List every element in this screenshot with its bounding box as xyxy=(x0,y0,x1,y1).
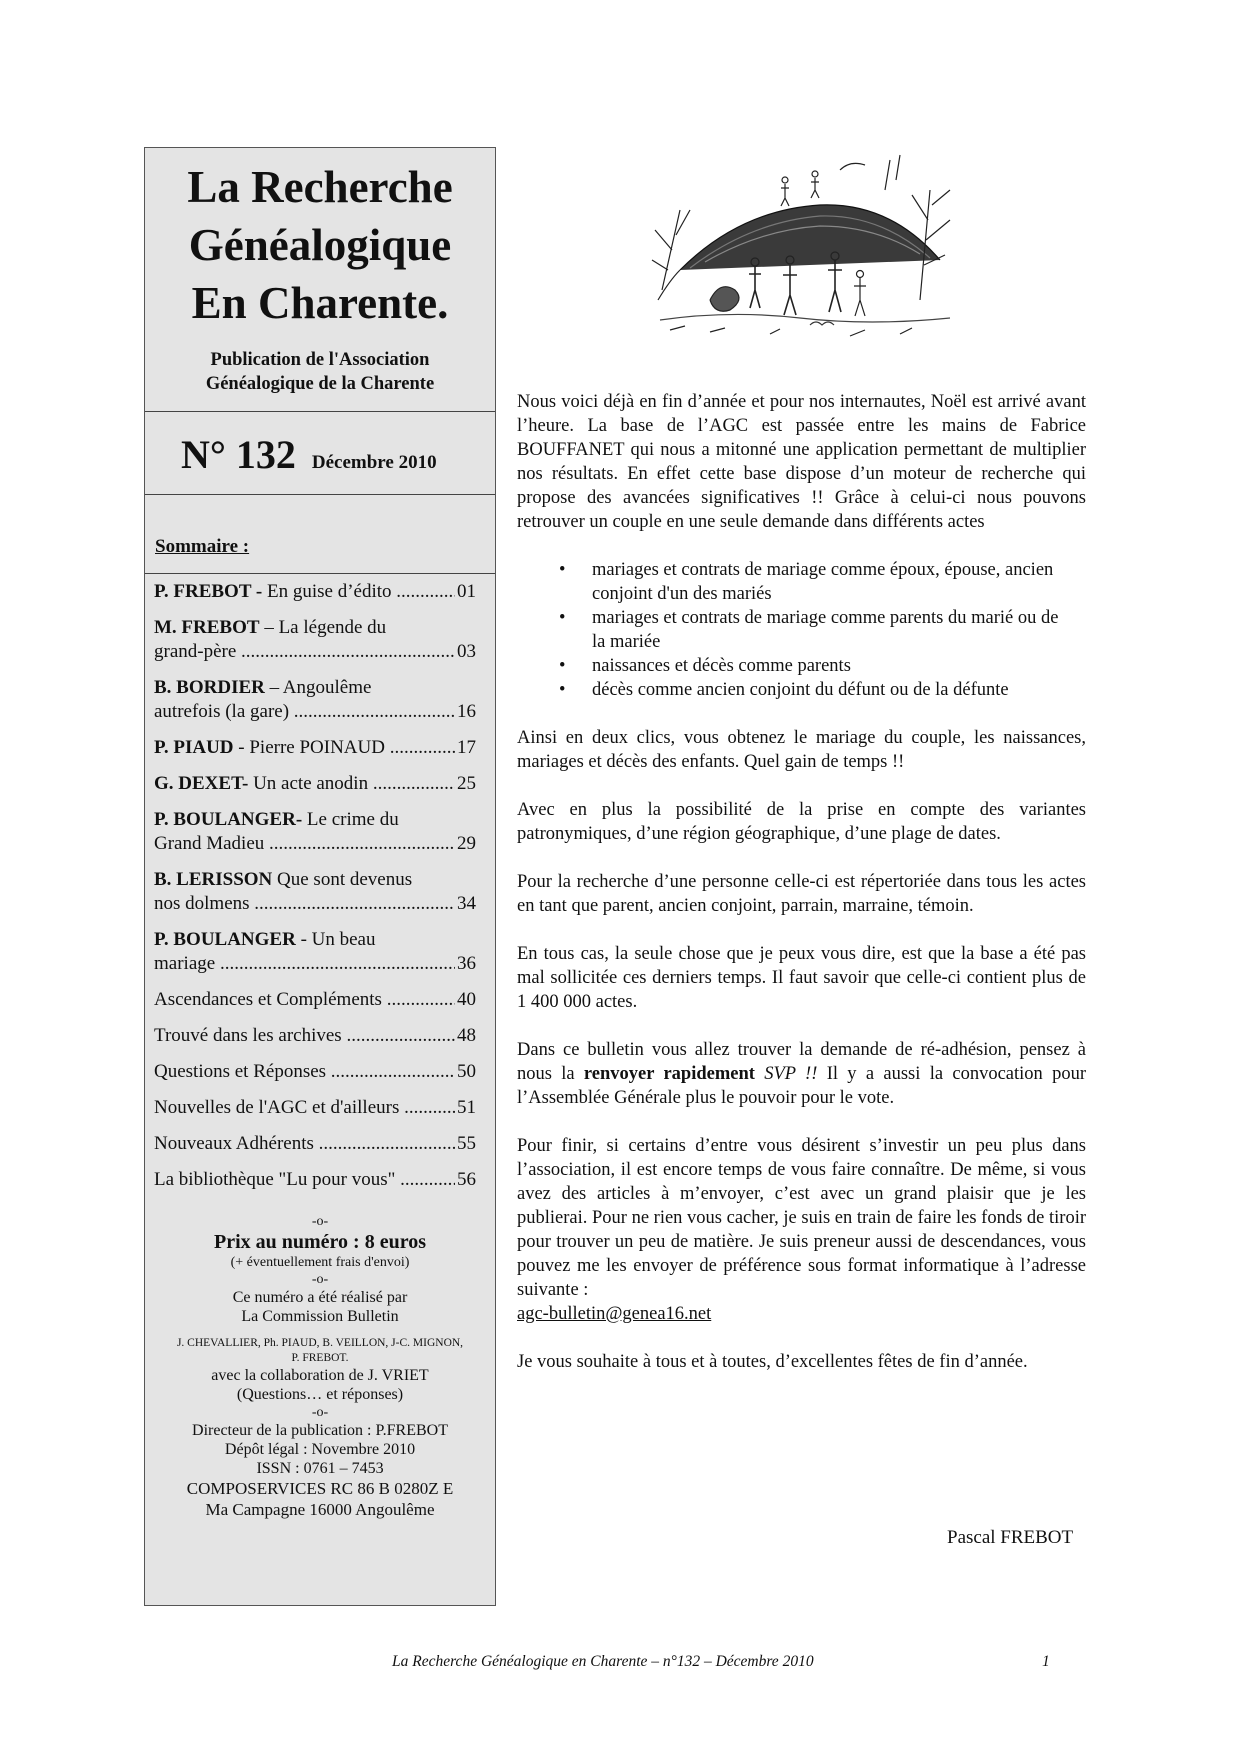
credits-line: Ce numéro a été réalisé par xyxy=(232,1289,408,1306)
toc-item[interactable] xyxy=(154,580,476,604)
feature-list xyxy=(517,558,1086,702)
title-line: La Recherche xyxy=(187,162,453,212)
toc-page: 50 xyxy=(457,1061,476,1082)
toc-title: Questions et Réponses ..... xyxy=(154,1060,455,1084)
toc-author: B. LERISSON xyxy=(154,869,273,890)
title-line: En Charente. xyxy=(191,278,449,328)
toc-item[interactable]: M. FREBOT – La légende du grand-père ..... 03 xyxy=(154,616,476,664)
email-link[interactable]: agc-bulletin@genea16.net xyxy=(517,1304,712,1324)
page-number: 1 xyxy=(1042,1653,1050,1670)
toc-page: 36 xyxy=(457,953,476,974)
toc-author: P. FREBOT - xyxy=(154,581,263,602)
list-item: • mariages et contrats de mariage comme époux, épouse, ancien conjoint d'un des mariés xyxy=(592,558,1086,606)
toc-page: 16 xyxy=(457,701,476,722)
toc-author: P. PIAUD xyxy=(154,737,234,758)
list-item: • mariages et contrats de mariage comme parents du marié ou de la mariée xyxy=(592,606,1086,654)
text-span: Dans ce bulletin vous allez trouver la demande de ré-adhésion, pensez à nous la xyxy=(517,1040,1086,1084)
toc-page: 51 xyxy=(457,1097,476,1118)
toc-page: 25 xyxy=(457,773,476,794)
toc-item[interactable] xyxy=(154,772,476,796)
masthead-panel xyxy=(144,147,496,1606)
director-line: Directeur de la publication : P.FREBOT xyxy=(192,1422,448,1439)
toc-page: 03 xyxy=(457,641,476,662)
editorial xyxy=(517,390,1086,1398)
toc-item[interactable]: B. LERISSON Que sont devenus nos dolmens ..... 34 xyxy=(154,868,476,916)
divider xyxy=(145,411,495,412)
toc-item[interactable] xyxy=(154,736,476,760)
divider xyxy=(145,573,495,574)
divider xyxy=(145,494,495,495)
toc-item[interactable] xyxy=(154,988,476,1012)
engraving-illustration xyxy=(650,150,955,345)
publisher xyxy=(145,348,495,396)
running-footer: La Recherche Généalogique en Charente – n°132 – Décembre 2010 xyxy=(392,1653,814,1670)
editorial-paragraph xyxy=(517,1134,1086,1326)
collaboration-line: avec la collaboration de J. VRIET xyxy=(211,1367,429,1384)
toc-author: M. FREBOT xyxy=(154,617,260,638)
toc-page: 48 xyxy=(457,1025,476,1046)
separator: -o- xyxy=(311,1272,329,1287)
magazine-title xyxy=(145,158,495,332)
members-line: J. CHEVALLIER, Ph. PIAUD, B. VEILLON, J-C. MIGNON, xyxy=(176,1337,464,1349)
separator: -o- xyxy=(311,1405,329,1420)
toc-author: P. BOULANGER- xyxy=(154,809,303,830)
list-item: • décès comme ancien conjoint du défunt ou de la défunte xyxy=(592,678,1086,702)
issue-info xyxy=(181,431,437,478)
separator: -o- xyxy=(311,1214,329,1229)
printer-line: Ma Campagne 16000 Angoulême xyxy=(205,1500,435,1519)
colophon xyxy=(145,1213,495,1520)
toc-author: G. DEXET- xyxy=(154,773,249,794)
text-span: Il y a aussi la convocation pour l’Assemblée Générale plus le pouvoir pour le vote. xyxy=(517,1064,1086,1108)
toc-author: B. BORDIER xyxy=(154,677,265,698)
editorial-paragraph: En tous cas, la seule chose que je peux vous dire, est que la base a été pas mal sollicitée ces derniers temps. Il faut savoir que celle-ci contient plus de 1 400 000 actes. xyxy=(517,944,1086,1012)
toc-page: 40 xyxy=(457,989,476,1010)
toc-title: - Pierre POINAUD xyxy=(238,737,385,758)
toc-page: 55 xyxy=(457,1133,476,1154)
table-of-contents xyxy=(154,580,476,1204)
editorial-paragraph: Pour la recherche d’une personne celle-ci est répertoriée dans tous les actes en tant que parent, ancien conjoint, parrain, marraine, témoin. xyxy=(517,872,1086,916)
toc-title: En guise d’édito xyxy=(266,581,392,602)
emphasis: SVP !! xyxy=(754,1064,818,1084)
toc-page: 34 xyxy=(457,893,476,914)
toc-author: P. BOULANGER xyxy=(154,929,296,950)
publisher-line: Généalogique de la Charente xyxy=(205,374,435,394)
toc-item[interactable] xyxy=(154,1024,476,1048)
toc-title: Ascendances et Compléments ..... xyxy=(154,988,455,1012)
issue-date: Décembre 2010 xyxy=(311,452,437,473)
toc-item[interactable] xyxy=(154,1060,476,1084)
toc-item[interactable]: P. BOULANGER- Le crime du Grand Madieu ..... 29 xyxy=(154,808,476,856)
toc-item[interactable]: P. BOULANGER - Un beau mariage ..... 36 xyxy=(154,928,476,976)
toc-page: 56 xyxy=(457,1169,476,1190)
editorial-paragraph xyxy=(517,1038,1086,1110)
shipping-note: (+ éventuellement frais d'envoi) xyxy=(230,1255,410,1270)
members-line: P. FREBOT. xyxy=(291,1352,349,1364)
toc-item[interactable] xyxy=(154,1132,476,1156)
editorial-paragraph: Je vous souhaite à tous et à toutes, d’excellentes fêtes de fin d’année. xyxy=(517,1352,1028,1372)
title-line: Généalogique xyxy=(188,220,452,270)
summary-heading: Sommaire : xyxy=(155,536,250,557)
toc-page: 17 xyxy=(457,737,476,758)
issue-number: N° 132 xyxy=(181,432,296,477)
toc-item[interactable] xyxy=(154,1096,476,1120)
toc-title: Trouvé dans les archives ..... xyxy=(154,1024,455,1048)
toc-item[interactable] xyxy=(154,1168,476,1192)
toc-title: Nouveaux Adhérents ..... xyxy=(154,1132,455,1156)
issn: ISSN : 0761 – 7453 xyxy=(256,1460,384,1477)
credits-line: La Commission Bulletin xyxy=(241,1308,399,1325)
toc-item[interactable]: B. BORDIER – Angoulême autrefois (la gare) ..... 16 xyxy=(154,676,476,724)
signature: Pascal FREBOT xyxy=(947,1527,1074,1548)
list-item: • naissances et décès comme parents xyxy=(592,654,1086,678)
toc-title: Un acte anodin xyxy=(253,773,369,794)
text-span: Pour finir, si certains d’entre vous désirent s’investir un peu plus dans l’association, il est encore temps de vous faire connaître. De même, si vous avez des articles à m’envoyer, c’est avec un grand plaisir que je les publierai. Pour ne rien vous cacher, je suis en train de faire les fonds de tiroir pour trouver un peu de matière. Je suis preneur aussi de descendances, vous pouvez me les envoyer de préférence sous format informatique à l’adresse suivante : xyxy=(517,1136,1086,1300)
toc-title: La bibliothèque "Lu pour vous" ..... xyxy=(154,1168,455,1192)
toc-page: 01 xyxy=(457,581,476,602)
editorial-paragraph: Ainsi en deux clics, vous obtenez le mariage du couple, les naissances, mariages et décès des enfants. Quel gain de temps !! xyxy=(517,728,1086,772)
printer-line: COMPOSERVICES RC 86 B 0280Z E xyxy=(186,1479,454,1498)
toc-title: Nouvelles de l'AGC et d'ailleurs ..... xyxy=(154,1096,455,1120)
toc-page: 29 xyxy=(457,833,476,854)
price: Prix au numéro : 8 euros xyxy=(213,1231,427,1253)
publisher-line: Publication de l'Association xyxy=(210,350,430,370)
legal-deposit: Dépôt légal : Novembre 2010 xyxy=(224,1441,416,1458)
editorial-paragraph: Avec en plus la possibilité de la prise en compte des variantes patronymiques, d’une région géographique, d’une plage de dates. xyxy=(517,800,1086,844)
emphasis: renvoyer rapidement xyxy=(583,1064,755,1084)
collaboration-line: (Questions… et réponses) xyxy=(236,1386,404,1403)
editorial-paragraph: Nous voici déjà en fin d’année et pour nos internautes, Noël est arrivé avant l’heure. La base de l’AGC est passée entre les mains de Fabrice BOUFFANET qui nous a mitonné une application permettant de multiplier nos résultats. En effet cette base dispose d’un moteur de recherche qui propose des avancées significatives !! Grâce à celui-ci nous pouvons retrouver un couple en une seule demande dans différents actes xyxy=(517,392,1086,532)
